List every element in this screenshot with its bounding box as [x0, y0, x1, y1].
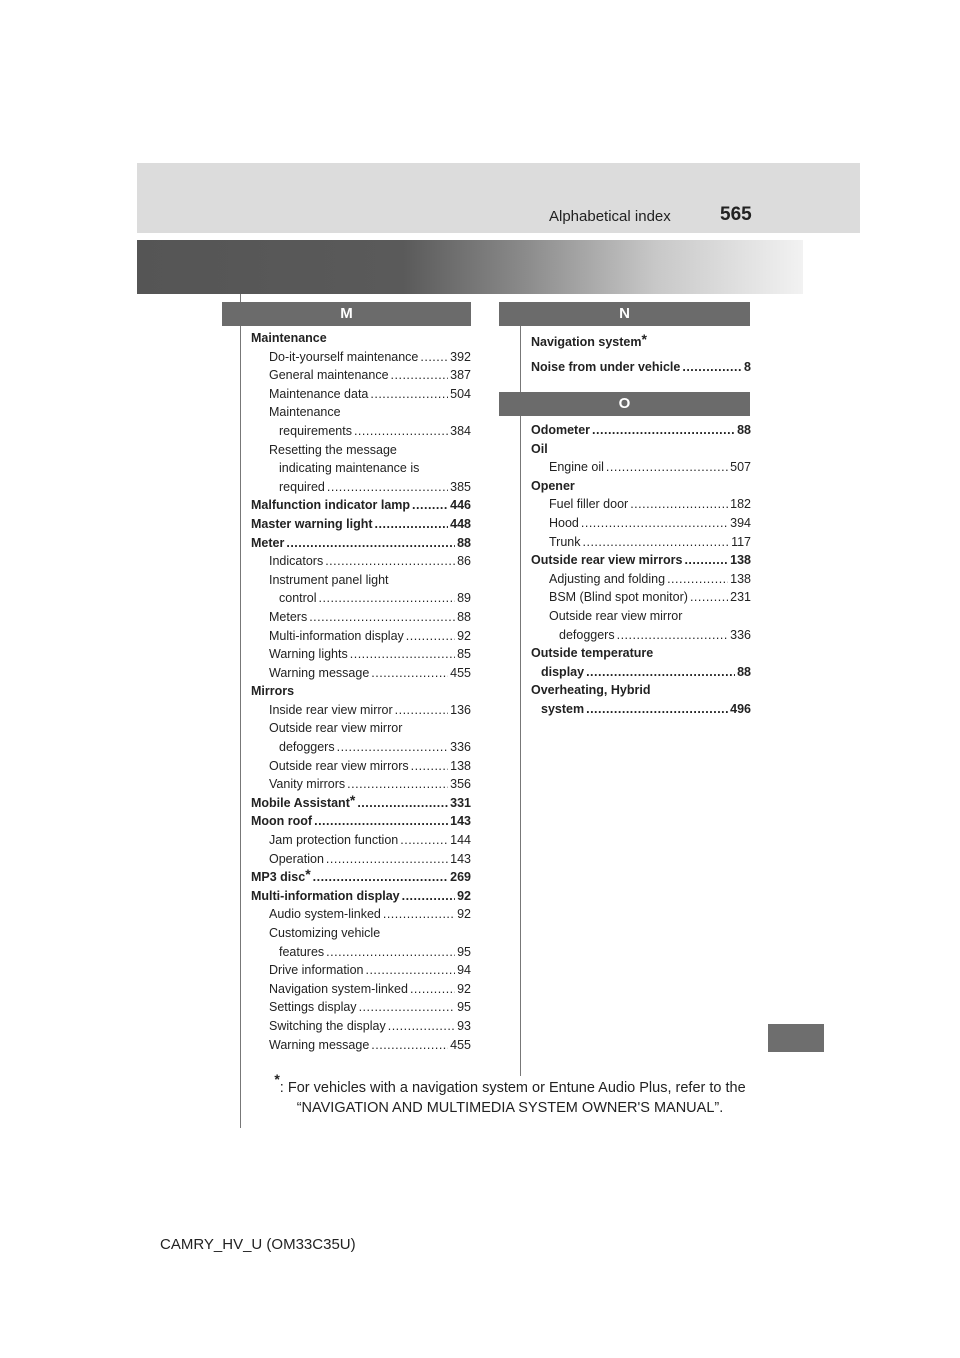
index-entry — [531, 440, 751, 459]
index-entry-label: requirements — [279, 423, 352, 438]
index-entry-page: 8 — [744, 359, 751, 374]
index-entry — [531, 358, 751, 377]
index-entry-page: 138 — [730, 571, 751, 586]
index-entry — [251, 534, 471, 553]
dot-leader — [371, 1036, 448, 1055]
index-entry — [531, 626, 751, 645]
index-entry — [531, 588, 751, 607]
index-entry-page: 496 — [730, 701, 751, 716]
index-entry-page: 507 — [730, 460, 751, 475]
index-entry-label: Inside rear view mirror — [269, 702, 393, 717]
footnote-text: : For vehicles with a navigation system or Entune Audio Plus, refer to the “NAVIGATION AND MULTIMEDIA SYSTEM OWNER'S MANUAL”. — [279, 1080, 746, 1116]
dot-leader — [286, 534, 455, 553]
index-entry-page: 143 — [450, 851, 471, 866]
index-entry-page: 92 — [457, 888, 471, 903]
index-entry-label: Warning message — [269, 665, 370, 680]
index-entry — [251, 403, 471, 422]
index-entry — [251, 812, 471, 831]
index-entry-page: 387 — [450, 368, 471, 383]
index-entry-page: 269 — [450, 870, 471, 885]
index-entry — [251, 757, 471, 776]
index-entry-label: MP3 disc — [251, 870, 306, 885]
index-entry-label: Hood — [549, 515, 579, 530]
dot-leader — [391, 366, 449, 385]
index-column-m — [251, 329, 471, 1054]
index-entry-label: Mirrors — [251, 684, 295, 699]
dot-leader — [606, 458, 728, 477]
index-entry-label: Engine oil — [549, 460, 604, 475]
dot-leader — [400, 831, 448, 850]
index-entry-page: 384 — [450, 423, 471, 438]
footnote — [260, 1071, 760, 1118]
index-entry-page: 95 — [457, 944, 471, 959]
dot-leader — [350, 645, 455, 664]
index-entry — [251, 645, 471, 664]
index-entry — [251, 385, 471, 404]
index-entry-label: BSM (Blind spot monitor) — [549, 590, 688, 605]
index-entry-page: 385 — [450, 479, 471, 494]
index-entry-page: 231 — [730, 590, 751, 605]
dot-leader — [326, 943, 455, 962]
index-entry-label: Customizing vehicle — [269, 926, 381, 940]
index-entry — [251, 905, 471, 924]
index-entry-label: Fuel filler door — [549, 497, 629, 512]
index-column-n — [531, 333, 751, 376]
index-entry-label: Warning lights — [269, 647, 348, 662]
index-entry-label: Settings display — [269, 1000, 357, 1015]
dot-leader — [326, 850, 448, 869]
index-entry — [251, 366, 471, 385]
page-section-title: Alphabetical index — [549, 208, 671, 225]
index-entry-label: Navigation system — [531, 335, 642, 349]
index-entry-label: Operation — [269, 851, 324, 866]
index-entry-page: 392 — [450, 349, 471, 364]
index-entry — [251, 1017, 471, 1036]
index-entry-label: Outside rear view mirrors — [531, 553, 683, 568]
index-entry — [531, 681, 751, 700]
dot-leader — [327, 478, 448, 497]
index-entry-page: 85 — [457, 647, 471, 662]
index-entry-label: Navigation system-linked — [269, 981, 408, 996]
index-entry — [531, 495, 751, 514]
dot-leader — [365, 961, 455, 980]
index-entry — [531, 644, 751, 663]
index-entry — [531, 458, 751, 477]
index-entry-label: Malfunction indicator lamp — [251, 498, 411, 513]
index-entry-label: Vanity mirrors — [269, 777, 346, 792]
index-entry-label: Indicators — [269, 554, 324, 569]
index-entry-page: 356 — [450, 777, 471, 792]
index-entry — [251, 887, 471, 906]
index-entry-label: Maintenance — [251, 331, 327, 345]
index-entry — [251, 850, 471, 869]
dot-leader — [411, 757, 449, 776]
dot-leader — [354, 422, 448, 441]
index-entry-label: Multi-information display — [251, 888, 400, 903]
index-entry-page: 331 — [450, 795, 471, 810]
index-entry — [251, 329, 471, 348]
dot-leader — [319, 589, 456, 608]
index-entry — [251, 589, 471, 608]
index-entry: Navigation system * — [531, 333, 751, 352]
index-entry — [251, 924, 471, 943]
index-entry-label: Jam protection function — [269, 833, 399, 848]
dot-leader — [313, 868, 449, 887]
index-entry — [251, 998, 471, 1017]
index-entry-label: display — [541, 664, 585, 679]
index-entry-label: Noise from under vehicle — [531, 359, 681, 374]
index-entry-label: Resetting the message — [269, 442, 397, 457]
dot-leader — [667, 570, 728, 589]
section-header-o: O — [499, 392, 750, 416]
index-entry-label: Moon roof — [251, 814, 313, 829]
index-entry-label: Instrument panel light — [269, 572, 389, 587]
index-entry-label: Opener — [531, 478, 575, 493]
index-entry-page: 394 — [730, 515, 751, 530]
index-entry-label: Maintenance data — [269, 386, 369, 401]
index-entry — [531, 514, 751, 533]
index-entry-page: 117 — [731, 534, 751, 549]
dot-leader — [347, 775, 448, 794]
index-entry-page: 336 — [450, 740, 471, 755]
index-entry-page: 88 — [737, 423, 751, 437]
index-entry — [251, 980, 471, 999]
index-entry-label: Adjusting and folding — [549, 571, 666, 586]
index-entry-label: Maintenance — [269, 405, 341, 420]
header-gradient-bar — [137, 240, 803, 294]
index-entry-page: 455 — [450, 665, 471, 680]
section-header-n: N — [499, 302, 750, 326]
index-entry: Mobile Assistant * ..... 331 — [251, 794, 471, 813]
index-entry-page: 144 — [450, 833, 471, 848]
column-divider — [520, 326, 521, 1076]
index-entry — [251, 496, 471, 515]
index-entry — [251, 831, 471, 850]
index-entry-page: 138 — [450, 758, 471, 773]
index-entry-page: 88 — [457, 535, 471, 550]
index-entry-label: control — [279, 591, 317, 606]
dot-leader — [406, 627, 455, 646]
dot-leader — [371, 664, 448, 683]
index-entry-page: 92 — [457, 981, 471, 996]
index-entry-label: Outside rear view mirror — [549, 608, 683, 623]
index-entry-label: defoggers — [279, 740, 335, 755]
index-entry-page: 448 — [450, 516, 471, 531]
index-entry — [251, 459, 471, 478]
dot-leader — [395, 701, 449, 720]
index-entry-label: Odometer — [531, 423, 591, 437]
dot-leader — [325, 552, 455, 571]
index-entry-label: Multi-information display — [269, 628, 404, 643]
dot-leader — [682, 358, 742, 377]
index-entry — [251, 961, 471, 980]
index-entry: MP3 disc * ..... 269 — [251, 868, 471, 887]
index-entry-label: Meter — [251, 535, 285, 550]
dot-leader — [630, 495, 728, 514]
dot-leader — [309, 608, 455, 627]
index-entry — [251, 515, 471, 534]
dot-leader — [314, 812, 448, 831]
index-entry — [531, 700, 751, 719]
index-entry-page: 182 — [730, 497, 751, 512]
index-entry — [251, 422, 471, 441]
dot-leader — [359, 998, 456, 1017]
dot-leader — [690, 588, 728, 607]
index-entry-label: required — [279, 479, 325, 494]
index-entry — [251, 738, 471, 757]
dot-leader — [684, 551, 728, 570]
index-entry-page: 336 — [730, 627, 751, 642]
index-entry-label: Overheating, Hybrid — [531, 683, 651, 698]
dot-leader — [410, 980, 455, 999]
footnote-star-icon: * — [274, 1071, 280, 1088]
index-entry-page: 95 — [457, 1000, 471, 1015]
index-entry-page: 136 — [450, 702, 471, 717]
index-entry-label: Trunk — [549, 534, 581, 549]
index-entry — [251, 441, 471, 460]
dot-leader — [388, 1017, 455, 1036]
index-entry — [531, 607, 751, 626]
index-entry — [531, 551, 751, 570]
dot-leader — [592, 421, 735, 440]
index-entry — [251, 608, 471, 627]
index-entry-label: system — [541, 701, 585, 716]
chapter-thumb-tab — [768, 1024, 824, 1052]
page-number: 565 — [720, 204, 752, 225]
index-entry — [531, 477, 751, 496]
index-entry-page: 138 — [730, 553, 751, 568]
index-entry-label: features — [279, 944, 325, 959]
index-entry-label: Do-it-yourself maintenance — [269, 349, 419, 364]
index-entry-page: 86 — [457, 554, 471, 569]
index-entry-page: 88 — [737, 664, 751, 679]
index-entry — [251, 701, 471, 720]
index-entry — [251, 775, 471, 794]
index-entry-label: Outside temperature — [531, 646, 654, 661]
dot-leader — [402, 887, 455, 906]
index-entry-page: 89 — [457, 591, 471, 606]
index-entry — [531, 421, 751, 440]
dot-leader — [581, 514, 728, 533]
section-header-m: M — [222, 302, 471, 326]
index-entry-page: 446 — [450, 498, 471, 513]
index-entry — [251, 1036, 471, 1055]
index-entry — [251, 552, 471, 571]
index-entry — [531, 663, 751, 682]
index-entry-label: Master warning light — [251, 516, 373, 531]
index-entry-label: indicating maintenance is — [279, 461, 420, 476]
index-entry — [251, 664, 471, 683]
left-margin-rule — [240, 294, 241, 1128]
index-entry-label: Outside rear view mirrors — [269, 758, 409, 773]
index-entry-label: General maintenance — [269, 368, 389, 383]
index-entry — [251, 682, 471, 701]
dot-leader — [357, 794, 448, 813]
index-entry-page: 93 — [457, 1018, 471, 1033]
index-entry-page: 88 — [457, 609, 471, 624]
index-entry-page: 143 — [450, 814, 471, 829]
index-entry — [251, 627, 471, 646]
index-entry-page: 92 — [457, 907, 471, 922]
index-entry — [251, 943, 471, 962]
index-entry — [251, 571, 471, 590]
index-entry — [251, 719, 471, 738]
index-entry — [251, 348, 471, 367]
document-code: CAMRY_HV_U (OM33C35U) — [160, 1236, 356, 1253]
dot-leader — [412, 496, 448, 515]
index-entry-label: defoggers — [559, 627, 615, 642]
index-column-o — [531, 421, 751, 719]
index-entry — [251, 478, 471, 497]
dot-leader — [583, 533, 730, 552]
index-entry-label: Mobile Assistant — [251, 795, 350, 810]
index-entry-label: Drive information — [269, 963, 364, 978]
index-entry-page: 94 — [457, 963, 471, 978]
index-entry-label: Meters — [269, 609, 308, 624]
dot-leader — [375, 515, 449, 534]
index-entry — [531, 533, 751, 552]
index-entry-label: Oil — [531, 441, 548, 456]
dot-leader — [370, 385, 448, 404]
dot-leader — [586, 700, 728, 719]
index-entry-label: Audio system-linked — [269, 907, 381, 922]
index-entry — [531, 570, 751, 589]
index-entry-page: 92 — [457, 628, 471, 643]
index-entry-page: 504 — [450, 386, 471, 401]
dot-leader — [383, 905, 455, 924]
index-entry-label: Switching the display — [269, 1018, 386, 1033]
dot-leader — [586, 663, 735, 682]
dot-leader — [617, 626, 729, 645]
dot-leader — [337, 738, 449, 757]
index-entry-label: Outside rear view mirror — [269, 721, 403, 736]
index-entry-label: Warning message — [269, 1037, 370, 1052]
index-entry-page: 455 — [450, 1037, 471, 1052]
dot-leader — [420, 348, 448, 367]
